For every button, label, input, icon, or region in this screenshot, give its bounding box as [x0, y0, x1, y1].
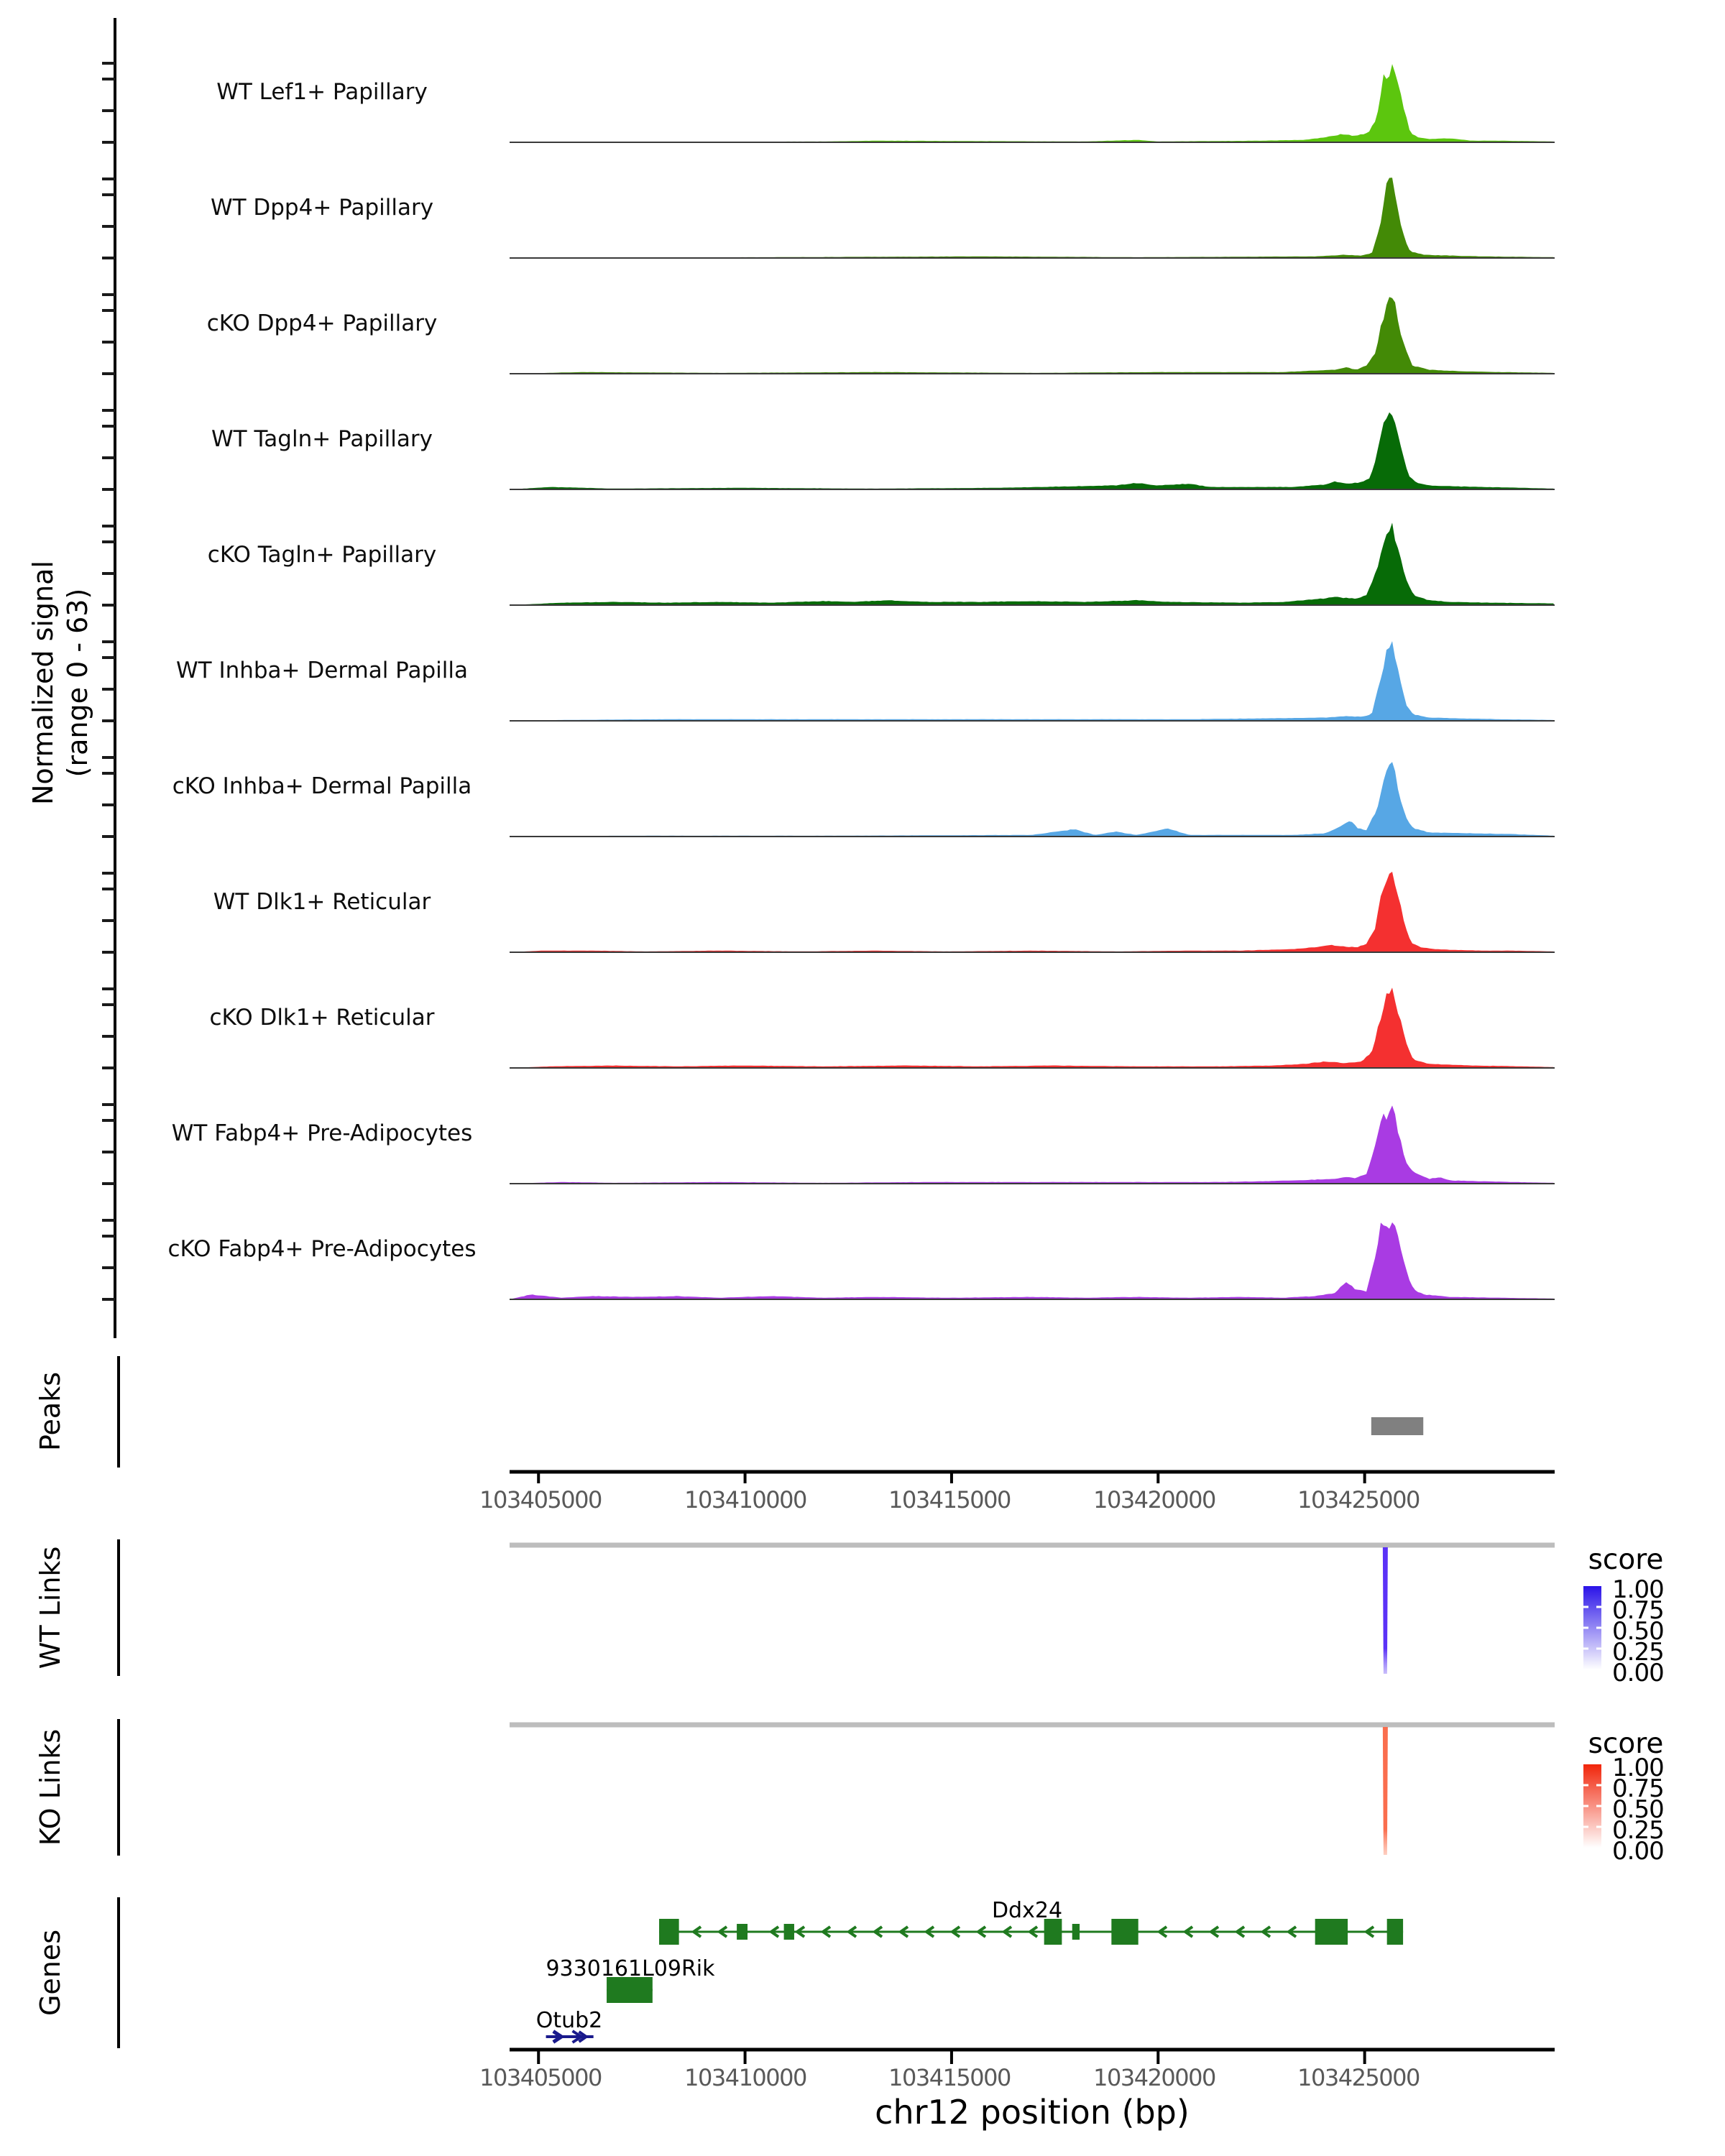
track-label-wt-fabp4: WT Fabp4+ Pre-Adipocytes — [171, 1120, 473, 1146]
x-axis-title: chr12 position (bp) — [875, 2093, 1190, 2132]
wt-legend-value-050: 0.50 — [1612, 1617, 1664, 1646]
signal-axis-label-line1: Normalized signal — [27, 561, 59, 805]
track-label-cko-dpp4: cKO Dpp4+ Papillary — [206, 310, 438, 336]
ko-legend-value-025: 0.25 — [1612, 1816, 1664, 1845]
ko-legend-value-075: 0.75 — [1612, 1774, 1664, 1803]
signal-axis-label-line2: (range 0 - 63) — [62, 588, 93, 778]
section-label-peaks: Peaks — [34, 1371, 66, 1452]
ko-legend-value-000: 0.00 — [1612, 1837, 1664, 1866]
section-label-genes: Genes — [34, 1929, 66, 2017]
peaks-axis-tick-1: 103405000 — [479, 1486, 602, 1514]
section-label-wt-links: WT Links — [34, 1546, 66, 1669]
track-label-wt-inhba: WT Inhba+ Dermal Papilla — [176, 658, 468, 683]
genes-axis-tick-1: 103405000 — [479, 2064, 602, 2091]
section-label-ko-links: KO Links — [34, 1728, 66, 1846]
track-label-cko-tagln: cKO Tagln+ Papillary — [207, 542, 437, 568]
wt-links-legend-title: score — [1588, 1544, 1664, 1576]
peaks-axis-tick-4: 103420000 — [1093, 1486, 1215, 1514]
peaks-axis-tick-2: 103410000 — [684, 1486, 806, 1514]
track-label-cko-fabp4: cKO Fabp4+ Pre-Adipocytes — [167, 1236, 477, 1262]
track-label-cko-inhba: cKO Inhba+ Dermal Papilla — [172, 773, 472, 799]
gene-label-9330161l09rik: 9330161L09Rik — [546, 1956, 715, 1981]
track-label-wt-dpp4: WT Dpp4+ Papillary — [210, 195, 434, 221]
track-label-cko-dlk1: cKO Dlk1+ Reticular — [209, 1005, 435, 1031]
ko-legend-value-100: 1.00 — [1612, 1754, 1664, 1782]
genes-axis-tick-3: 103415000 — [888, 2064, 1011, 2091]
wt-legend-value-100: 1.00 — [1612, 1575, 1664, 1604]
track-label-wt-dlk1: WT Dlk1+ Reticular — [213, 889, 431, 915]
wt-legend-value-075: 0.75 — [1612, 1596, 1664, 1625]
signal-axis-label — [26, 561, 95, 805]
track-label-wt-tagln: WT Tagln+ Papillary — [211, 426, 433, 452]
wt-legend-value-025: 0.25 — [1612, 1638, 1664, 1667]
genes-axis-tick-2: 103410000 — [684, 2064, 806, 2091]
wt-legend-value-000: 0.00 — [1612, 1659, 1664, 1687]
gene-label-otub2: Otub2 — [535, 2008, 603, 2033]
peaks-axis-tick-5: 103425000 — [1297, 1486, 1420, 1514]
gene-label-ddx24: Ddx24 — [991, 1898, 1063, 1923]
track-label-wt-lef1: WT Lef1+ Papillary — [216, 79, 428, 105]
genes-axis-tick-4: 103420000 — [1093, 2064, 1215, 2091]
peaks-axis-tick-3: 103415000 — [888, 1486, 1011, 1514]
ko-links-legend-title: score — [1588, 1728, 1664, 1760]
ko-legend-value-050: 0.50 — [1612, 1795, 1664, 1824]
genes-axis-tick-5: 103425000 — [1297, 2064, 1420, 2091]
